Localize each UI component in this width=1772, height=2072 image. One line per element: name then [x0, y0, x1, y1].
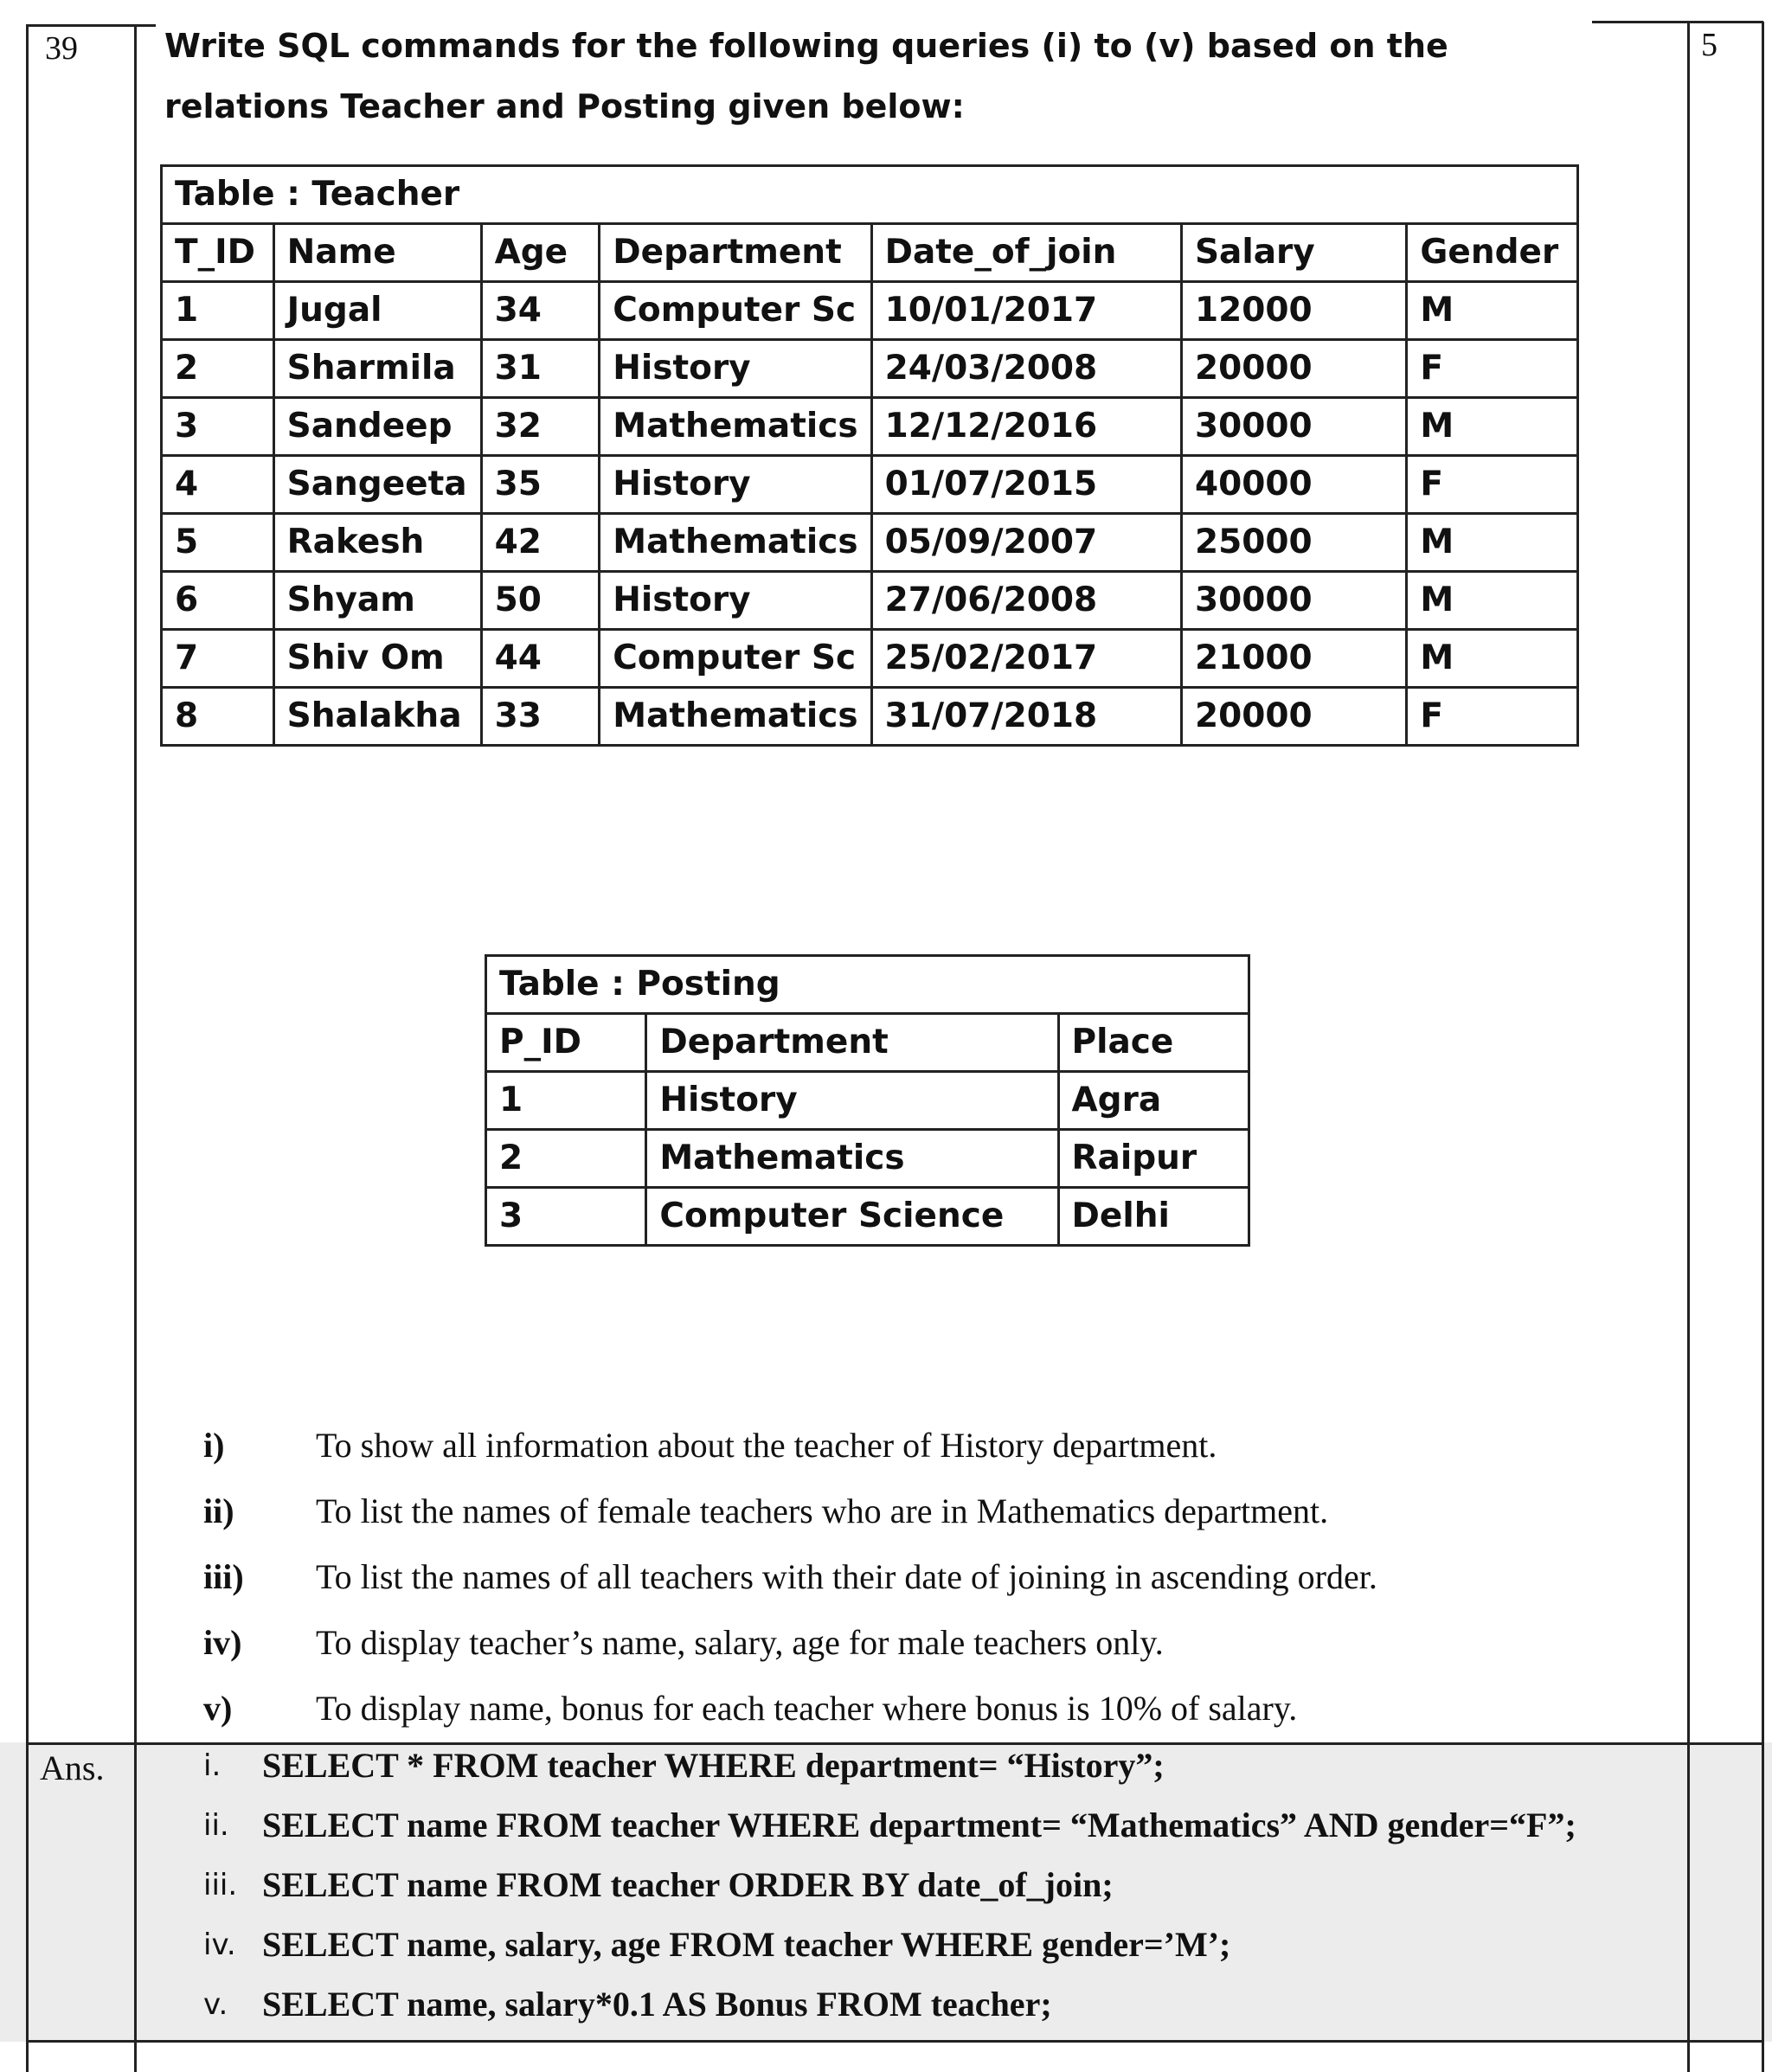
- table-cell: 05/09/2007: [871, 514, 1181, 572]
- posting-table: [485, 954, 1250, 1247]
- column-header: Gender: [1407, 224, 1578, 282]
- answer-item: [203, 1735, 1709, 1795]
- table-cell: Agra: [1058, 1072, 1249, 1130]
- answer-number: ii.: [203, 1807, 229, 1843]
- answer-sql: SELECT * FROM teacher WHERE department= “History”;: [262, 1746, 1165, 1785]
- query-item: [203, 1675, 1674, 1741]
- answer-number: iii.: [203, 1867, 238, 1902]
- table-cell: 12000: [1181, 282, 1406, 340]
- table-cell: Mathematics: [600, 398, 871, 456]
- table-cell: Raipur: [1058, 1130, 1249, 1188]
- right-border: [1762, 22, 1764, 2072]
- table-cell: 7: [162, 630, 274, 688]
- table-cell: M: [1407, 282, 1578, 340]
- question-number: 39: [45, 30, 78, 67]
- query-text: To list the names of female teachers who are in Mathematics department.: [316, 1491, 1329, 1530]
- table-cell: Sangeeta: [273, 456, 481, 514]
- query-text: To list the names of all teachers with their date of joining in ascending order.: [316, 1556, 1377, 1596]
- table-cell: History: [646, 1072, 1058, 1130]
- table-row: [162, 282, 1578, 340]
- query-number: i): [203, 1425, 225, 1465]
- table-cell: F: [1407, 340, 1578, 398]
- table-cell: M: [1407, 572, 1578, 630]
- table-cell: Jugal: [273, 282, 481, 340]
- question-intro: Write SQL commands for the following queries (i) to (v) based on the relations Teacher and Posting given below:: [164, 27, 1448, 125]
- teacher-header-row: [162, 224, 1578, 282]
- table-cell: 42: [481, 514, 600, 572]
- table-cell: Computer Sc: [600, 630, 871, 688]
- column-header: Date_of_join: [871, 224, 1181, 282]
- teacher-caption-row: [162, 166, 1578, 224]
- table-row: [162, 514, 1578, 572]
- table-cell: 6: [162, 572, 274, 630]
- table-cell: Delhi: [1058, 1188, 1249, 1246]
- answer-number: v.: [203, 1986, 228, 2022]
- table-cell: History: [600, 572, 871, 630]
- table-cell: 2: [162, 340, 274, 398]
- table-cell: Mathematics: [646, 1130, 1058, 1188]
- table-cell: 33: [481, 688, 600, 746]
- table-cell: F: [1407, 688, 1578, 746]
- query-item: [203, 1478, 1674, 1543]
- table-cell: F: [1407, 456, 1578, 514]
- column-header: Department: [646, 1014, 1058, 1072]
- table-cell: 32: [481, 398, 600, 456]
- table-cell: History: [600, 456, 871, 514]
- table-cell: Computer Sc: [600, 282, 871, 340]
- left-border: [26, 24, 29, 2072]
- table-cell: 34: [481, 282, 600, 340]
- table-cell: Shiv Om: [273, 630, 481, 688]
- table-cell: 25000: [1181, 514, 1406, 572]
- table-cell: 01/07/2015: [871, 456, 1181, 514]
- column-header: Name: [273, 224, 481, 282]
- answer-item: [203, 1915, 1709, 1974]
- table-row: [162, 572, 1578, 630]
- answer-sql: SELECT name, salary, age FROM teacher WHERE gender=’M’;: [262, 1925, 1231, 1964]
- table-cell: 27/06/2008: [871, 572, 1181, 630]
- table-cell: 3: [486, 1188, 646, 1246]
- table-cell: 50: [481, 572, 600, 630]
- answer-sql: SELECT name FROM teacher WHERE department= “Mathematics” AND gender=“F”;: [262, 1806, 1576, 1844]
- table-row: [486, 1130, 1249, 1188]
- table-cell: 1: [162, 282, 274, 340]
- table-cell: Computer Science: [646, 1188, 1058, 1246]
- answer-item: [203, 1855, 1709, 1915]
- posting-table-caption: Table : Posting: [486, 956, 1249, 1014]
- table-cell: 3: [162, 398, 274, 456]
- table-cell: 5: [162, 514, 274, 572]
- query-item: [203, 1609, 1674, 1675]
- answer-item: [203, 1974, 1709, 2034]
- table-cell: 2: [486, 1130, 646, 1188]
- table-row: [162, 688, 1578, 746]
- table-cell: Shyam: [273, 572, 481, 630]
- answer-sql: SELECT name, salary*0.1 AS Bonus FROM teacher;: [262, 1985, 1052, 2024]
- table-cell: 40000: [1181, 456, 1406, 514]
- table-cell: 20000: [1181, 340, 1406, 398]
- table-cell: M: [1407, 398, 1578, 456]
- table-cell: 30000: [1181, 398, 1406, 456]
- query-text: To display teacher’s name, salary, age for male teachers only.: [316, 1622, 1164, 1662]
- query-list: [203, 1412, 1674, 1741]
- query-number: ii): [203, 1491, 234, 1530]
- column-header: T_ID: [162, 224, 274, 282]
- table-cell: 25/02/2017: [871, 630, 1181, 688]
- table-cell: Shalakha: [273, 688, 481, 746]
- table-cell: M: [1407, 630, 1578, 688]
- table-row: [162, 340, 1578, 398]
- teacher-table: [160, 164, 1579, 747]
- column-header: P_ID: [486, 1014, 646, 1072]
- query-number: iii): [203, 1556, 244, 1596]
- query-text: To display name, bonus for each teacher where bonus is 10% of salary.: [316, 1688, 1298, 1728]
- table-cell: 35: [481, 456, 600, 514]
- column-header: Department: [600, 224, 871, 282]
- table-cell: Rakesh: [273, 514, 481, 572]
- table-cell: 12/12/2016: [871, 398, 1181, 456]
- answer-label: Ans.: [40, 1748, 105, 1787]
- table-row: [162, 456, 1578, 514]
- query-item: [203, 1412, 1674, 1478]
- top-border-right: [1592, 21, 1763, 23]
- column-header: Salary: [1181, 224, 1406, 282]
- table-cell: 24/03/2008: [871, 340, 1181, 398]
- table-cell: Sandeep: [273, 398, 481, 456]
- query-number: iv): [203, 1622, 242, 1662]
- teacher-table-caption: Table : Teacher: [162, 166, 1578, 224]
- table-row: [486, 1072, 1249, 1130]
- query-text: To show all information about the teacher of History department.: [316, 1425, 1217, 1465]
- table-cell: History: [600, 340, 871, 398]
- posting-header-row: [486, 1014, 1249, 1072]
- answer-bottom-rule: [26, 2040, 1763, 2043]
- column-header: Place: [1058, 1014, 1249, 1072]
- question-marks: 5: [1701, 27, 1717, 63]
- column-header: Age: [481, 224, 600, 282]
- table-cell: 31: [481, 340, 600, 398]
- posting-caption-row: [486, 956, 1249, 1014]
- answer-list: [203, 1735, 1709, 2034]
- query-item: [203, 1543, 1674, 1609]
- table-cell: 30000: [1181, 572, 1406, 630]
- table-cell: 10/01/2017: [871, 282, 1181, 340]
- table-cell: 21000: [1181, 630, 1406, 688]
- table-cell: Mathematics: [600, 514, 871, 572]
- table-cell: Mathematics: [600, 688, 871, 746]
- table-cell: Sharmila: [273, 340, 481, 398]
- table-cell: 8: [162, 688, 274, 746]
- answer-item: [203, 1795, 1709, 1855]
- table-cell: 4: [162, 456, 274, 514]
- answer-number: i.: [203, 1748, 222, 1783]
- answer-sql: SELECT name FROM teacher ORDER BY date_of_join;: [262, 1865, 1114, 1904]
- query-number: v): [203, 1688, 233, 1728]
- table-cell: 31/07/2018: [871, 688, 1181, 746]
- table-cell: 44: [481, 630, 600, 688]
- table-row: [162, 630, 1578, 688]
- table-row: [162, 398, 1578, 456]
- top-border-left: [26, 24, 156, 27]
- table-row: [486, 1188, 1249, 1246]
- table-cell: 1: [486, 1072, 646, 1130]
- number-column-divider: [134, 24, 137, 2072]
- table-cell: M: [1407, 514, 1578, 572]
- answer-number: iv.: [203, 1927, 236, 1962]
- table-cell: 20000: [1181, 688, 1406, 746]
